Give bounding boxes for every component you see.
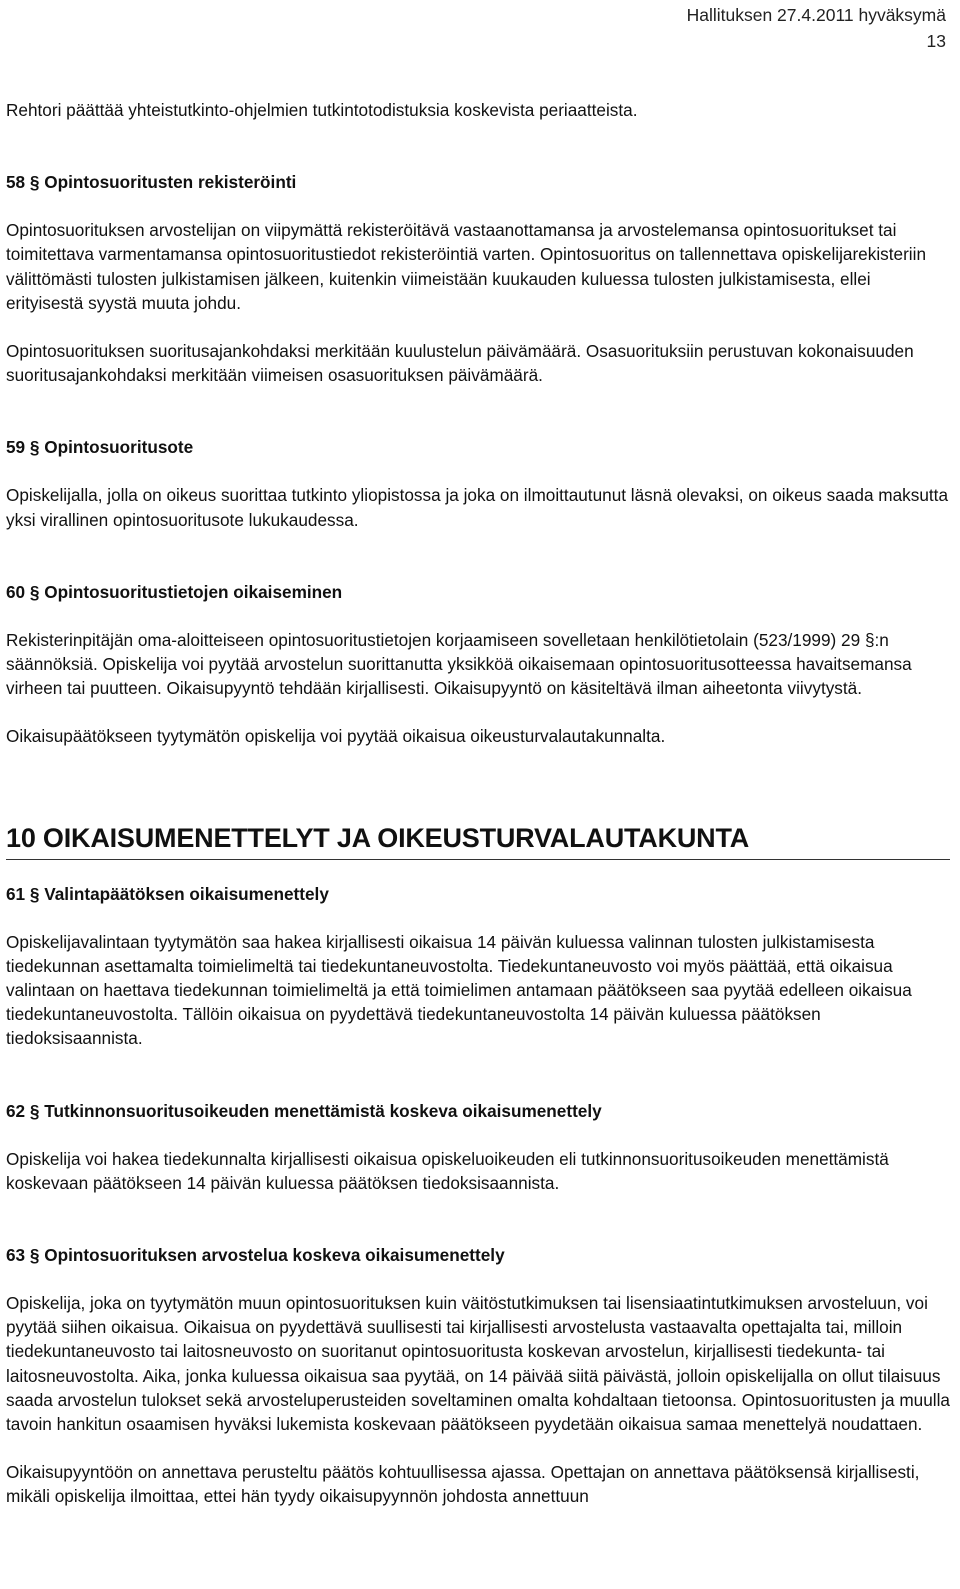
paragraph: Oikaisupäätökseen tyytymätön opiskelija voi pyytää oikaisua oikeusturvalautakunnalta.: [6, 726, 666, 747]
chapter-heading: 10 OIKAISUMENETTELYT JA OIKEUSTURVALAUTAKUNTA: [6, 821, 950, 860]
paragraph: Opiskelija, joka on tyytymätön muun opintosuorituksen kuin väitöstutkimuksen tai lisensiaatintutkimuksen arvosteluun, voi pyytää siihen oikaisua. Oikaisua on pyydettävä suullisesti tai kirjallisesti arvostelusta vastaavalta opettajalta tai, milloin tiedekuntaneuvosto tai laitosneuvosto on suoritanut opintosuoritusta koskevan arvostelun, kirjallisesti tiedekunta- tai laitosneuvostolta. Aika, jonka kuluessa oikaisua saa pyytää, on 14 päivää siitä päivästä, jolloin opiskelijalla on ollut tilaisuus saada arvostelun tulokset sekä arvosteluperusteiden soveltaminen omalta kohdaltaan tietoonsa. Opintosuoritusten ja muulla tavoin hankitun osaamisen hyväksi lukemista koskevaan päätökseen pyydetään oikaisua samaa menettelyä noudattaen.: [6, 1293, 950, 1435]
intro-paragraph: Rehtori päättää yhteistutkinto-ohjelmien tutkintotodistuksia koskevista periaatteista.: [6, 100, 638, 120]
page-number: 13: [926, 31, 946, 51]
paragraph: Oikaisupyyntöön on annettava perusteltu päätös kohtuullisessa ajassa. Opettajan on annettava päätöksensä kirjallisesti, mikäli opiskelija ilmoittaa, ettei hän tyydy oikaisupyynnön johdosta annettuun: [6, 1462, 920, 1507]
paragraph: Opiskelijavalintaan tyytymätön saa hakea kirjallisesti oikaisua 14 päivän kuluessa valinnan tulosten julkistamisesta tiedekunnan asettamalta toimielimeltä tai tiedekuntaneuvostolta. Tiedekuntaneuvosto voi myös päättää, että oikaisua valintaan on haettava tiedekunnan toimielimeltä ja että toimielimen antamaan päätökseen saa pyytää edelleen oikaisua tiedekuntaneuvostolta. Tällöin oikaisua on pyydettävä tiedekuntaneuvostolta 14 päivän kuluessa päätöksen tiedoksisaannista.: [6, 931, 912, 1049]
paragraph: Opiskelija voi hakea tiedekunnalta kirjallisesti oikaisua opiskeluoikeuden eli tutkinnonsuoritusoikeuden menettämistä koskevaan päätökseen 14 päivän kuluessa päätöksen tiedoksisaannista.: [6, 1148, 889, 1193]
section-heading: 58 § Opintosuoritusten rekisteröinti: [6, 172, 297, 193]
section-61: [6, 882, 950, 1051]
section-59: [6, 435, 950, 531]
page-header: [687, 2, 946, 54]
section-heading: 61 § Valintapäätöksen oikaisumenettely: [6, 883, 329, 904]
paragraph: Rekisterinpitäjän oma-aloitteiseen opintosuoritustietojen korjaamiseen sovelletaan henkilötietolain (523/1999) 29 §:n säännöksiä. Opiskelija voi pyytää arvostelun suorittanutta yksikköä oikaisemaan opintosuoritusotteessa havaitsemansa virheen tai puutteen. Oikaisupyyntö tehdään kirjallisesti. Oikaisupyyntö on käsiteltävä ilman aiheetonta viivytystä.: [6, 629, 912, 699]
paragraph: Opintosuorituksen suoritusajankohdaksi merkitään kuulustelun päivämäärä. Osasuorituksiin perustuvan kokonaisuuden suoritusajankohdaksi merkitään viimeisen osasuorituksen päivämäärä.: [6, 341, 914, 386]
paragraph: Opiskelijalla, jolla on oikeus suorittaa tutkinto yliopistossa ja joka on ilmoittautunut läsnä olevaksi, on oikeus saada maksutta yksi virallinen opintosuoritusote lukukaudessa.: [6, 485, 949, 530]
section-58: [6, 170, 950, 387]
header-approval-note: Hallituksen 27.4.2011 hyväksymä: [686, 5, 946, 25]
section-63: [6, 1243, 950, 1509]
section-60: [6, 580, 950, 749]
section-heading: 63 § Opintosuorituksen arvostelua koskeva oikaisumenettely: [6, 1245, 505, 1266]
section-heading: 60 § Opintosuoritustietojen oikaiseminen: [6, 581, 343, 602]
section-heading: 59 § Opintosuoritusote: [6, 437, 194, 458]
section-heading: 62 § Tutkinnonsuoritusoikeuden menettämistä koskeva oikaisumenettely: [6, 1100, 602, 1121]
paragraph: Opintosuorituksen arvostelijan on viipymättä rekisteröitävä vastaanottamansa ja arvostelemansa opintosuoritukset tai toimitettava varmentamansa opintosuoritustiedot rekisteröintiä varten. Opintosuoritus on tallennettava opiskelijarekisteriin välittömästi tulosten julkistamisen jälkeen, kuitenkin viimeistään kuukauden kuluessa tulosten julkistamisesta, ellei erityisestä syystä muuta johdu.: [6, 220, 927, 313]
section-62: [6, 1099, 950, 1195]
document-body: [6, 98, 950, 1557]
